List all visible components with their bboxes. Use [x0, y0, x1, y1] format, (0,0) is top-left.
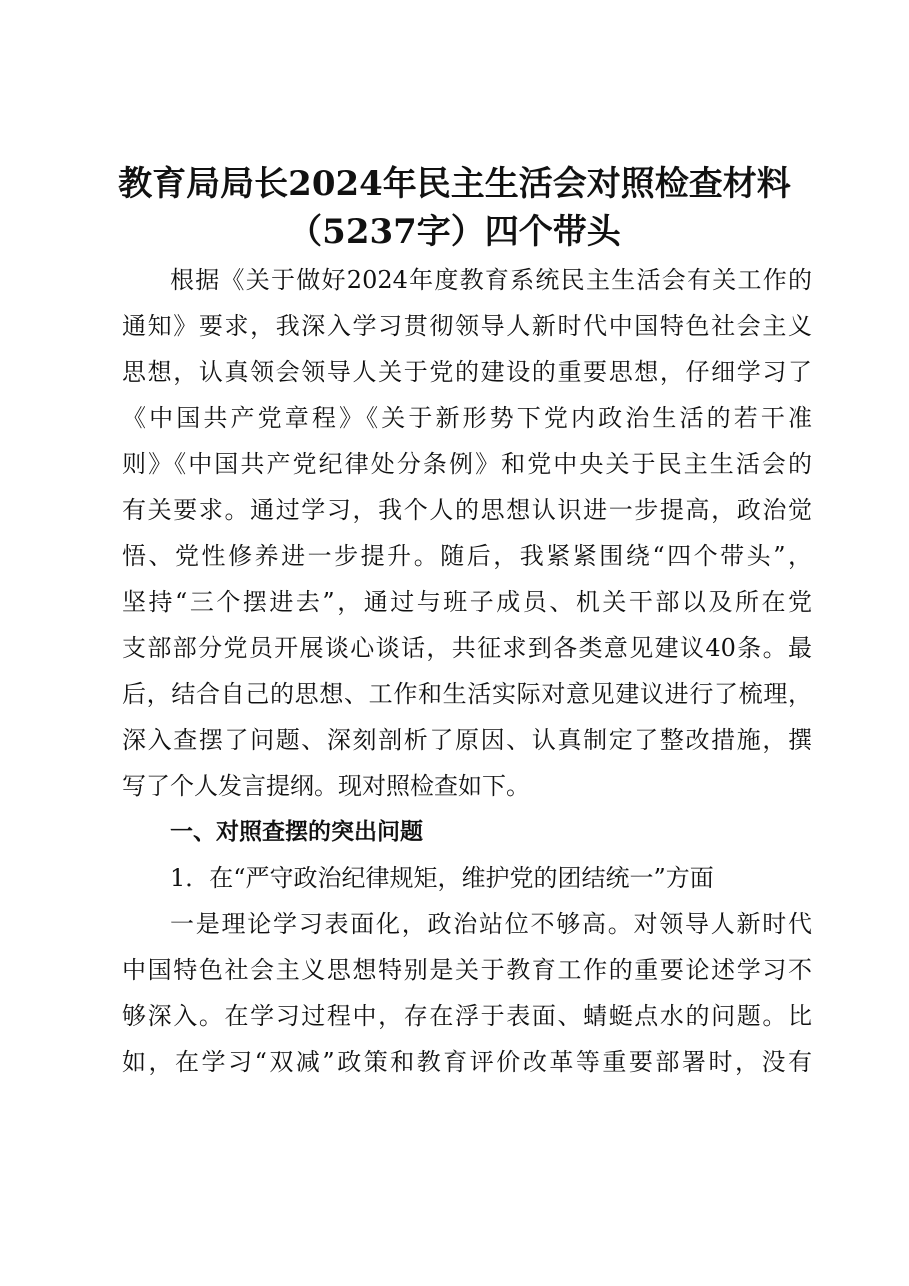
- intro-paragraph-line: 深入查摆了问题、深刻剖析了原因、认真制定了整改措施，撰: [122, 726, 812, 754]
- document-title-line-1: 教育局局长2024年民主生活会对照检查材料: [118, 164, 791, 204]
- body-paragraph-line: 如，在学习“双减”政策和教育评价改革等重要部署时，没有: [122, 1048, 812, 1076]
- subsection-heading: 1．在“严守政治纪律规矩，维护党的团结统一”方面: [170, 864, 714, 892]
- intro-paragraph-line: 写了个人发言提纲。现对照检查如下。: [122, 772, 530, 800]
- intro-paragraph-line: 支部部分党员开展谈心谈话，共征求到各类意见建议40条。最: [122, 634, 812, 662]
- intro-paragraph-line: 有关要求。通过学习，我个人的思想认识进一步提高，政治觉: [122, 496, 812, 524]
- intro-paragraph-line: 后，结合自己的思想、工作和生活实际对意见建议进行了梳理，: [122, 680, 812, 708]
- body-paragraph-line: 一是理论学习表面化，政治站位不够高。对领导人新时代: [170, 910, 812, 938]
- intro-paragraph-line: 悟、党性修养进一步提升。随后，我紧紧围绕“四个带头”，: [122, 542, 812, 570]
- intro-paragraph-line: 通知》要求，我深入学习贯彻领导人新时代中国特色社会主义: [122, 312, 812, 340]
- body-paragraph-line: 中国特色社会主义思想特别是关于教育工作的重要论述学习不: [122, 956, 812, 984]
- intro-paragraph-line: 根据《关于做好2024年度教育系统民主生活会有关工作的: [170, 266, 812, 294]
- section-heading: 一、对照查摆的突出问题: [170, 819, 423, 845]
- document-title-line-2: （5237字）四个带头: [288, 212, 621, 252]
- body-paragraph-line: 够深入。在学习过程中，存在浮于表面、蜻蜓点水的问题。比: [122, 1002, 812, 1030]
- intro-paragraph-line: 思想，认真领会领导人关于党的建设的重要思想，仔细学习了: [122, 358, 812, 386]
- intro-paragraph-line: 坚持“三个摆进去”，通过与班子成员、机关干部以及所在党: [122, 588, 812, 616]
- intro-paragraph-line: 则》《中国共产党纪律处分条例》和党中央关于民主生活会的: [122, 450, 812, 478]
- intro-paragraph-line: 《中国共产党章程》《关于新形势下党内政治生活的若干准: [122, 404, 812, 432]
